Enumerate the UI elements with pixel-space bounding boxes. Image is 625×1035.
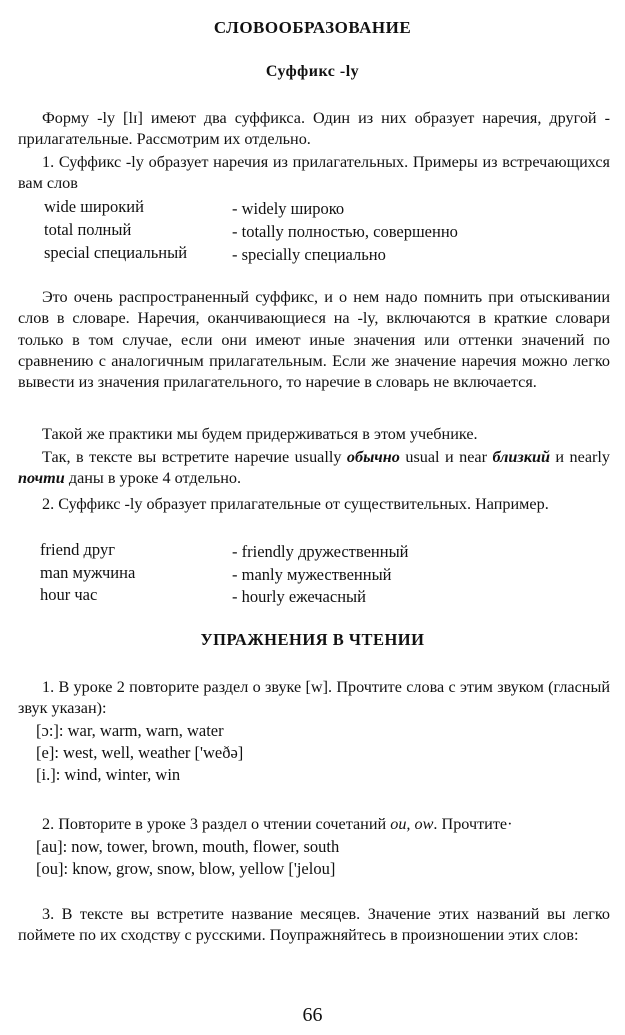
example-right: - widely широко <box>232 199 345 218</box>
practice-paragraph: Такой же практики мы будем придерживаться в этом учебнике. <box>42 425 478 443</box>
example-left: special специальный <box>44 243 188 262</box>
example-left: hour час <box>40 585 98 604</box>
exercise-2: 2. Повторите в уроке 3 раздел о чтении сочетаний ou, ow. Прочтите· <box>42 815 513 833</box>
example-right: - totally полностью, совершенно <box>232 222 458 241</box>
example-left: man мужчина <box>40 563 136 582</box>
example-right: - hourly ежечасный <box>232 587 366 606</box>
example-left: friend друг <box>40 540 115 559</box>
exercise-1-line: [i.]: wind, winter, win <box>36 765 181 784</box>
example-left: total полный <box>44 220 132 239</box>
intro-paragraph: Форму -ly [lɪ] имеют два суффикса. Один из них образует наречия, другой - прилагательные. Рассмотрим их отдельно. <box>18 109 610 149</box>
exercise-1-line: [e]: west, well, weather ['weðə] <box>36 743 244 762</box>
exercise-3: 3. В тексте вы встретите название месяцев. Значение этих названий вы легко поймете по их сходству с русскими. Поупражняйтесь в произношении этих слов: <box>18 905 610 945</box>
exercise-1: 1. В уроке 2 повторите раздел о звуке [w]. Прочтите слова с этим звуком (гласный звук указан): <box>18 678 610 718</box>
exercise-1-line: [ɔ:]: war, warm, warn, water <box>36 721 224 740</box>
page-number: 66 <box>302 1004 323 1026</box>
exercise-2-line: [ou]: know, grow, snow, blow, yellow ['jelou] <box>36 859 336 878</box>
example-left: wide широкий <box>44 197 144 216</box>
exercises-heading: УПРАЖНЕНИЯ В ЧТЕНИИ <box>200 630 425 649</box>
section-title: СЛОВООБРАЗОВАНИЕ <box>213 18 412 37</box>
subsection-title: Суффикс -ly <box>265 63 360 80</box>
example-right: - manly мужественный <box>232 565 392 584</box>
point-2-paragraph: 2. Суффикс -ly образует прилагательные от существительных. Например. <box>42 495 549 513</box>
point-1-paragraph: 1. Суффикс -ly образует наречия из прилагательных. Примеры из встречающихся вам слов <box>18 153 610 193</box>
example-right: - specially специально <box>232 245 386 264</box>
example-right: - friendly дружественный <box>232 542 409 561</box>
exercise-2-line: [au]: now, tower, brown, mouth, flower, south <box>36 837 340 856</box>
text-example-paragraph: Так, в тексте вы встретите наречие usually обычно usual и near близкий и nearly почти даны в уроке 4 отдельно. <box>18 448 610 488</box>
dictionary-paragraph: Это очень распространенный суффикс, и о нем надо помнить при отыскивании слов в словаре. Наречия, оканчивающиеся на -ly, включаются в краткие словари только в том случае, если они имеют иные значения или оттенки значений по сравнению с аналогичным прилагательным. Если же значение наречия можно легко вывести из значения прилагательного, то наречие в словарь не включается. <box>18 288 610 392</box>
